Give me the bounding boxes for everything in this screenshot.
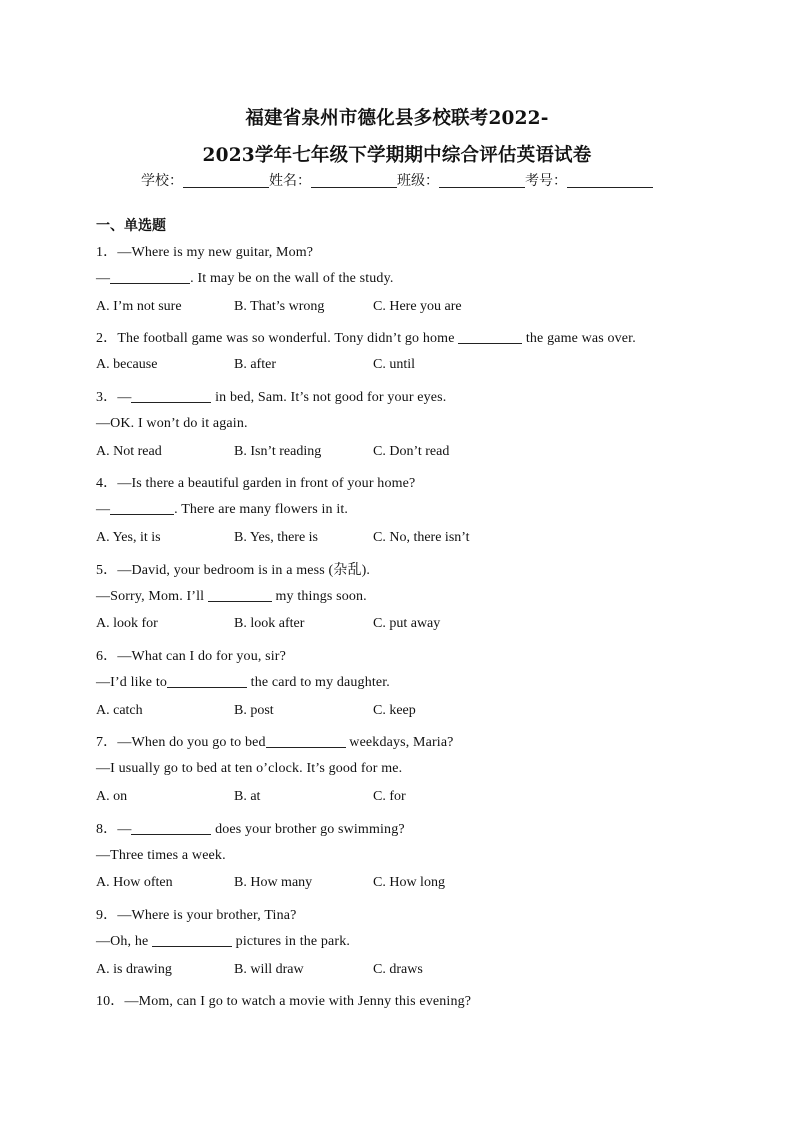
question-text-end: does your brother go swimming? [211,822,405,837]
option-c[interactable]: C. draws [373,962,423,977]
question-3-stem [96,386,446,406]
reply-start: —Oh, he [96,934,153,949]
answer-blank[interactable] [131,822,211,835]
question-4-stem [96,472,415,492]
option-c[interactable]: C. How long [373,875,445,890]
reply-end: the card to my daughter. [247,675,390,690]
answer-blank[interactable] [208,589,272,602]
question-number: 1． [96,245,118,260]
question-text: The football game was so wonderful. Tony didn’t go home [117,331,459,346]
reply-end: . There are many flowers in it. [174,502,349,517]
option-c[interactable]: C. put away [373,616,441,631]
option-a[interactable]: A. How often [96,875,173,890]
answer-blank[interactable] [266,735,346,748]
reply-start: — [96,502,111,517]
option-b[interactable]: B. at [234,789,261,804]
question-text: —David, your bedroom is in a mess (杂乱). [117,563,371,578]
answer-blank[interactable] [110,502,174,515]
option-a[interactable]: A. I’m not sure [96,299,182,314]
question-text: —What can I do for you, sir? [117,649,286,664]
answer-blank[interactable] [167,675,247,688]
question-7-reply: —I usually go to bed at ten o’clock. It’s good for me. [96,761,403,776]
option-b[interactable]: B. Yes, there is [234,530,319,545]
student-info-line [0,170,794,190]
question-number: 3． [96,390,118,405]
question-1-reply [96,271,393,287]
name-blank[interactable] [311,173,397,188]
answer-blank[interactable] [458,331,522,344]
option-c[interactable]: C. No, there isn’t [373,530,470,545]
school-blank[interactable] [183,173,269,188]
option-c[interactable]: C. for [373,789,406,804]
class-label: 班级： [397,173,439,189]
answer-blank[interactable] [110,271,190,284]
answer-blank[interactable] [131,390,211,403]
reply-end: pictures in the park. [232,934,351,949]
question-3-reply: —OK. I won’t do it again. [96,416,248,431]
question-9-stem [96,904,296,924]
question-9-reply [96,934,350,950]
option-b[interactable]: B. Isn’t reading [234,444,322,459]
question-number: 5． [96,563,118,578]
exam-title-line-2: 2023学年七年级下学期期中综合评估英语试卷 [202,145,592,166]
question-6-reply [96,675,390,691]
question-2-stem [96,327,636,347]
question-1-stem [96,241,313,261]
question-text-end: weekdays, Maria? [345,735,454,750]
question-text: —Mom, can I go to watch a movie with Jenny this evening? [124,994,472,1009]
question-number: 2． [96,331,118,346]
question-number: 8． [96,822,118,837]
question-text: — [117,822,132,837]
option-b[interactable]: B. That’s wrong [234,299,325,314]
option-b[interactable]: B. How many [234,875,313,890]
name-label: 姓名： [269,173,311,189]
option-b[interactable]: B. look after [234,616,305,631]
reply-start: —Sorry, Mom. I’ll [96,589,208,604]
question-4-reply [96,502,348,518]
reply-end: my things soon. [271,589,367,604]
reply-start: — [96,271,111,286]
option-a[interactable]: A. catch [96,703,143,718]
option-b[interactable]: B. post [234,703,274,718]
exam-number-label: 考号： [525,173,567,189]
question-number: 4． [96,476,118,491]
question-5-stem [96,559,370,579]
option-a[interactable]: A. Yes, it is [96,530,161,545]
reply-start: —I’d like to [96,675,168,690]
question-8-stem [96,818,405,838]
question-number: 7． [96,735,118,750]
option-b[interactable]: B. will draw [234,962,304,977]
option-c[interactable]: C. Here you are [373,299,462,314]
question-number: 10． [96,994,125,1009]
option-a[interactable]: A. Not read [96,444,162,459]
exam-number-blank[interactable] [567,173,653,188]
question-5-reply [96,589,367,605]
question-7-stem [96,731,454,751]
question-text: —Is there a beautiful garden in front of your home? [117,476,416,491]
question-text: —Where is my new guitar, Mom? [117,245,314,260]
option-c[interactable]: C. Don’t read [373,444,450,459]
class-blank[interactable] [439,173,525,188]
question-text: —When do you go to bed [117,735,266,750]
option-b[interactable]: B. after [234,357,276,372]
question-number: 6． [96,649,118,664]
question-6-stem [96,645,286,665]
option-c[interactable]: C. until [373,357,416,372]
option-a[interactable]: A. on [96,789,128,804]
question-8-reply: —Three times a week. [96,848,226,863]
question-10-stem [96,990,471,1010]
reply-end: . It may be on the wall of the study. [190,271,394,286]
question-text-end: the game was over. [522,331,636,346]
question-number: 9． [96,908,118,923]
option-a[interactable]: A. look for [96,616,158,631]
question-text-end: in bed, Sam. It’s not good for your eyes. [211,390,447,405]
question-text: — [117,390,132,405]
exam-title-line-1: 福建省泉州市德化县多校联考2022- [245,108,549,129]
option-a[interactable]: A. is drawing [96,962,172,977]
section-heading: 一、单选题 [96,218,166,234]
answer-blank[interactable] [152,934,232,947]
question-text: —Where is your brother, Tina? [117,908,297,923]
option-c[interactable]: C. keep [373,703,416,718]
option-a[interactable]: A. because [96,357,158,372]
school-label: 学校： [141,173,183,189]
